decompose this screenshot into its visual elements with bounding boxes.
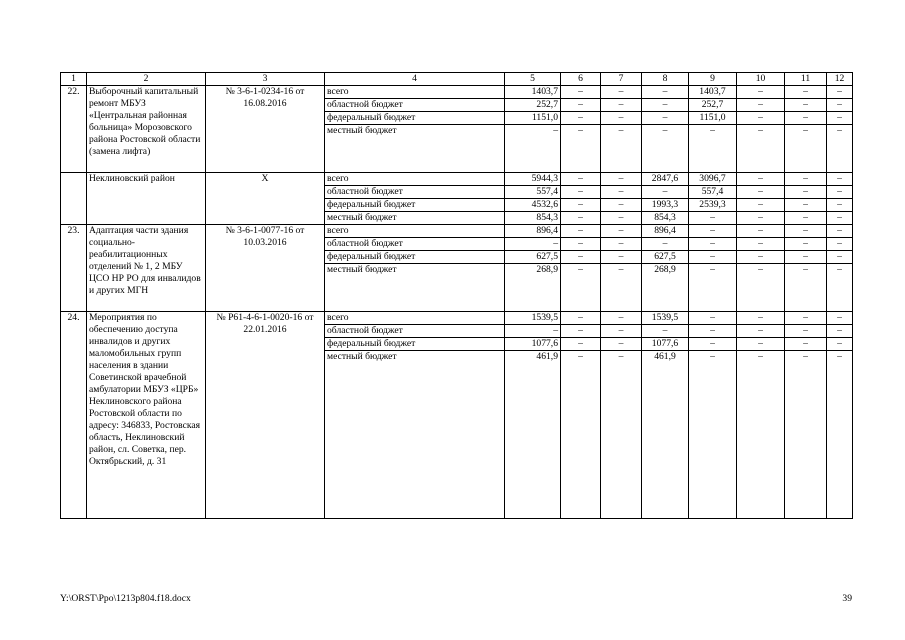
value-cell: –: [601, 338, 642, 351]
value-cell: –: [642, 86, 689, 99]
value-cell: 1403,7: [505, 86, 561, 99]
budget-source-label: местный бюджет: [325, 264, 505, 312]
header-cell: 8: [642, 73, 689, 86]
value-cell: –: [601, 173, 642, 186]
value-cell: 1077,6: [505, 338, 561, 351]
header-cell: 5: [505, 73, 561, 86]
value-cell: 461,9: [505, 351, 561, 519]
budget-source-label: всего: [325, 86, 505, 99]
budget-source-label: всего: [325, 225, 505, 238]
document-ref: № 3-6-1-0077-16 от 10.03.2016: [206, 225, 325, 312]
value-cell: –: [785, 338, 827, 351]
value-cell: –: [561, 264, 601, 312]
budget-source-label: областной бюджет: [325, 238, 505, 251]
value-cell: –: [737, 338, 785, 351]
value-cell: –: [505, 238, 561, 251]
header-cell: 9: [689, 73, 737, 86]
value-cell: –: [827, 186, 853, 199]
value-cell: –: [785, 99, 827, 112]
value-cell: –: [601, 99, 642, 112]
value-cell: –: [785, 251, 827, 264]
value-cell: –: [561, 173, 601, 186]
value-cell: –: [689, 212, 737, 225]
value-cell: 854,3: [642, 212, 689, 225]
value-cell: –: [737, 351, 785, 519]
value-cell: –: [737, 99, 785, 112]
value-cell: –: [785, 112, 827, 125]
value-cell: 268,9: [642, 264, 689, 312]
value-cell: 2539,3: [689, 199, 737, 212]
value-cell: –: [827, 338, 853, 351]
table-body: [61, 73, 853, 519]
value-cell: –: [785, 212, 827, 225]
value-cell: –: [737, 125, 785, 173]
value-cell: 627,5: [642, 251, 689, 264]
budget-source-label: федеральный бюджет: [325, 199, 505, 212]
table-row: [61, 173, 853, 186]
value-cell: –: [737, 325, 785, 338]
value-cell: –: [601, 112, 642, 125]
budget-source-label: местный бюджет: [325, 125, 505, 173]
value-cell: 896,4: [642, 225, 689, 238]
value-cell: –: [642, 238, 689, 251]
document-ref: № Р61-4-6-1-0020-16 от 22.01.2016: [206, 312, 325, 519]
value-cell: –: [561, 312, 601, 325]
value-cell: –: [642, 325, 689, 338]
budget-source-label: местный бюджет: [325, 351, 505, 519]
value-cell: 1077,6: [642, 338, 689, 351]
value-cell: –: [561, 325, 601, 338]
value-cell: –: [689, 351, 737, 519]
header-cell: 6: [561, 73, 601, 86]
value-cell: 854,3: [505, 212, 561, 225]
object-name: Мероприятия по обеспечению доступа инвалидов и других маломобильных групп населения в здании Советинской врачебной амбулатории МБУЗ «ЦРБ» Неклиновского района Ростовской области по адресу: 346833, Ростовская область, Неклиновский район, сл. Советка, пер. Октябрьский, д. 31: [87, 312, 206, 519]
value-cell: 1151,0: [689, 112, 737, 125]
value-cell: –: [601, 225, 642, 238]
value-cell: –: [642, 125, 689, 173]
value-cell: –: [737, 212, 785, 225]
value-cell: 1403,7: [689, 86, 737, 99]
value-cell: –: [561, 99, 601, 112]
value-cell: –: [689, 225, 737, 238]
value-cell: –: [785, 325, 827, 338]
value-cell: 4532,6: [505, 199, 561, 212]
value-cell: –: [827, 238, 853, 251]
value-cell: –: [737, 312, 785, 325]
value-cell: –: [561, 251, 601, 264]
value-cell: –: [827, 325, 853, 338]
value-cell: –: [601, 251, 642, 264]
value-cell: –: [601, 86, 642, 99]
value-cell: –: [561, 238, 601, 251]
value-cell: 461,9: [642, 351, 689, 519]
budget-source-label: федеральный бюджет: [325, 251, 505, 264]
value-cell: –: [827, 99, 853, 112]
value-cell: –: [785, 86, 827, 99]
value-cell: 252,7: [689, 99, 737, 112]
header-row: [61, 73, 853, 86]
value-cell: –: [601, 125, 642, 173]
table-row: [61, 86, 853, 99]
value-cell: –: [689, 251, 737, 264]
value-cell: –: [827, 312, 853, 325]
value-cell: –: [601, 212, 642, 225]
value-cell: 1539,5: [642, 312, 689, 325]
value-cell: –: [737, 173, 785, 186]
value-cell: –: [642, 186, 689, 199]
value-cell: –: [561, 338, 601, 351]
value-cell: –: [827, 264, 853, 312]
value-cell: 5944,3: [505, 173, 561, 186]
budget-source-label: федеральный бюджет: [325, 338, 505, 351]
header-cell: 10: [737, 73, 785, 86]
document-ref: № 3-6-1-0234-16 от 16.08.2016: [206, 86, 325, 173]
value-cell: –: [737, 264, 785, 312]
header-cell: 3: [206, 73, 325, 86]
value-cell: –: [601, 238, 642, 251]
value-cell: –: [785, 225, 827, 238]
value-cell: –: [505, 325, 561, 338]
value-cell: 1539,5: [505, 312, 561, 325]
value-cell: –: [827, 112, 853, 125]
value-cell: –: [785, 186, 827, 199]
value-cell: 627,5: [505, 251, 561, 264]
object-name: Выборочный капитальный ремонт МБУЗ «Центральная районная больница» Морозовского района Ростовской области (замена лифта): [87, 86, 206, 173]
value-cell: –: [561, 186, 601, 199]
value-cell: –: [737, 86, 785, 99]
value-cell: –: [827, 173, 853, 186]
value-cell: –: [601, 312, 642, 325]
value-cell: 1993,3: [642, 199, 689, 212]
value-cell: –: [737, 238, 785, 251]
value-cell: –: [561, 86, 601, 99]
value-cell: –: [561, 112, 601, 125]
budget-source-label: областной бюджет: [325, 325, 505, 338]
value-cell: –: [601, 351, 642, 519]
value-cell: –: [561, 125, 601, 173]
value-cell: –: [689, 264, 737, 312]
value-cell: –: [785, 312, 827, 325]
value-cell: –: [642, 99, 689, 112]
header-cell: 1: [61, 73, 87, 86]
value-cell: –: [601, 186, 642, 199]
value-cell: –: [827, 199, 853, 212]
object-name: Адаптация части здания социально-реабилитационных отделений № 1, 2 МБУ ЦСО НР РО для инвалидов и других МГН: [87, 225, 206, 312]
value-cell: –: [689, 325, 737, 338]
header-cell: 7: [601, 73, 642, 86]
value-cell: –: [827, 351, 853, 519]
value-cell: 3096,7: [689, 173, 737, 186]
value-cell: –: [689, 125, 737, 173]
row-number: 23.: [61, 225, 87, 312]
header-cell: 12: [827, 73, 853, 86]
value-cell: –: [737, 186, 785, 199]
row-number: [61, 173, 87, 225]
budget-source-label: всего: [325, 312, 505, 325]
budget-source-label: областной бюджет: [325, 99, 505, 112]
footer-file-path: Y:\ORST\Ppo\1213p804.f18.docx: [60, 593, 191, 604]
value-cell: –: [827, 86, 853, 99]
value-cell: –: [785, 238, 827, 251]
value-cell: –: [827, 212, 853, 225]
value-cell: 252,7: [505, 99, 561, 112]
document-ref: X: [206, 173, 325, 225]
value-cell: –: [505, 125, 561, 173]
value-cell: 557,4: [689, 186, 737, 199]
value-cell: –: [785, 125, 827, 173]
value-cell: 896,4: [505, 225, 561, 238]
header-cell: 4: [325, 73, 505, 86]
value-cell: –: [785, 351, 827, 519]
object-name: Неклиновский район: [87, 173, 206, 225]
value-cell: –: [785, 199, 827, 212]
value-cell: –: [561, 199, 601, 212]
value-cell: –: [737, 225, 785, 238]
value-cell: –: [561, 351, 601, 519]
value-cell: –: [827, 125, 853, 173]
budget-source-label: федеральный бюджет: [325, 112, 505, 125]
budget-source-label: областной бюджет: [325, 186, 505, 199]
value-cell: 557,4: [505, 186, 561, 199]
footer-page-number: 39: [842, 593, 852, 604]
value-cell: –: [601, 264, 642, 312]
value-cell: –: [561, 225, 601, 238]
row-number: 24.: [61, 312, 87, 519]
value-cell: –: [737, 251, 785, 264]
value-cell: –: [737, 112, 785, 125]
value-cell: –: [642, 112, 689, 125]
value-cell: –: [785, 173, 827, 186]
value-cell: –: [737, 199, 785, 212]
value-cell: –: [785, 264, 827, 312]
row-number: 22.: [61, 86, 87, 173]
value-cell: –: [561, 212, 601, 225]
budget-source-label: местный бюджет: [325, 212, 505, 225]
value-cell: 2847,6: [642, 173, 689, 186]
value-cell: –: [827, 251, 853, 264]
header-cell: 2: [87, 73, 206, 86]
value-cell: –: [827, 225, 853, 238]
value-cell: –: [689, 312, 737, 325]
table-row: [61, 312, 853, 325]
value-cell: –: [601, 325, 642, 338]
budget-source-label: всего: [325, 173, 505, 186]
value-cell: 268,9: [505, 264, 561, 312]
value-cell: –: [601, 199, 642, 212]
value-cell: 1151,0: [505, 112, 561, 125]
table-row: [61, 225, 853, 238]
budget-table: [60, 72, 853, 519]
header-cell: 11: [785, 73, 827, 86]
value-cell: –: [689, 238, 737, 251]
value-cell: –: [689, 338, 737, 351]
